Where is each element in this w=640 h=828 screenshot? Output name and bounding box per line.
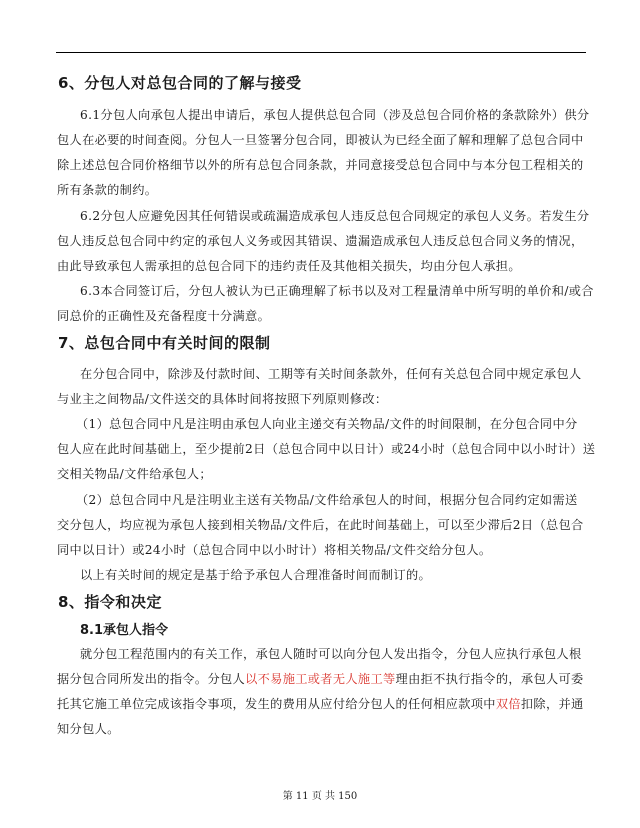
s6-p3-line: 同总价的正确性及充备程度十分满意。: [57, 309, 271, 323]
s6-p2-line: 6.2分包人应避免因其任何错误或疏漏造成承包人违反总包合同规定的承包人义务。若发生分: [80, 209, 590, 223]
highlighted-text: 以不易施工或者无人施工等: [245, 672, 396, 686]
section-6-heading: 6、分包人对总包合同的了解与接受: [58, 74, 302, 92]
s6-p3-line: 6.3本合同签订后，分包人被认为已正确理解了标书以及对工程量清单中所写明的单价和/或合: [80, 284, 594, 298]
s8-line: 知分包人。: [57, 722, 120, 736]
highlighted-text: 双倍: [495, 697, 521, 711]
s6-p1-line: 包人在必要的时间查阅。分包人一旦签署分包合同，即被认为已经全面了解和理解了总包合同中: [57, 133, 584, 147]
page-footer: 第 11 页 共 150: [282, 791, 358, 802]
s6-p1-line: 除上述总包合同价格细节以外的所有总包合同条款，并同意接受总包合同中与本分包工程相关的: [57, 158, 584, 172]
s6-p1-line: 6.1分包人向承包人提出申请后，承包人提供总包合同（涉及总包合同价格的条款除外）供分: [80, 108, 590, 122]
s8-line: [57, 670, 584, 687]
s8-text: 据分包合同所发出的指令。: [57, 672, 208, 686]
s8-text: 托其它施工单位完成该指令事项，发生的费用从应付给分包人的任何相应款项中: [57, 697, 496, 711]
header-rule: [56, 52, 586, 53]
s7-p1-line: 与业主之间物品/文件送交的具体时间将按照下列原则修改：: [57, 392, 388, 406]
s6-p2-line: 由此导致承包人需承担的总包合同下的违约责任及其他相关损失，均由分包人承担。: [57, 259, 521, 273]
s8-text: 扣除，并通: [520, 697, 584, 711]
s8-line: 就分包工程范围内的有关工作，承包人随时可以向分包人发出指令，分包人应执行承包人根: [80, 647, 582, 661]
s7-p2-line: 交相关物品/文件给承包人；: [57, 467, 212, 481]
s7-p3-line: 同中以日计）或24小时（总包合同中以小时计）将相关物品/文件交给分包人。: [57, 543, 492, 557]
s7-p2-line: 包人应在此时间基础上，至少提前2日（总包合同中以日计）或24小时（总包合同中以小时计）送: [57, 442, 596, 456]
s6-p2-line: 包人违反总包合同中约定的承包人义务或因其错误、遗漏造成承包人违反总包合同义务的情况，: [57, 234, 584, 248]
s7-p3-line: （2）总包合同中凡是注明业主送有关物品/文件给承包人的时间，根据分包合同约定如需送: [76, 493, 578, 507]
s7-p2-line: （1）总包合同中凡是注明由承包人向业主递交有关物品/文件的时间限制，在分包合同中分: [76, 417, 578, 431]
s6-p1-line: 所有条款的制约。: [57, 183, 158, 197]
s8-line: [57, 695, 584, 712]
s8-text: 理由拒不执行指令的，承包人可委: [395, 672, 584, 686]
subsection-8-1-heading: 8.1承包人指令: [80, 623, 169, 638]
s8-text: 分包人: [207, 672, 246, 686]
s7-p3-line: 交分包人，均应视为承包人接到相关物品/文件后，在此时间基础上，可以至少滞后2日（总包合: [57, 518, 584, 532]
section-8-heading: 8、指令和决定: [58, 593, 162, 611]
section-7-heading: 7、总包合同中有关时间的限制: [58, 334, 271, 352]
s7-p1-line: 在分包合同中，除涉及付款时间、工期等有关时间条款外，任何有关总包合同中规定承包人: [80, 367, 582, 381]
s7-p4-line: 以上有关时间的规定是基于给予承包人合理准备时间而制订的。: [80, 568, 432, 582]
